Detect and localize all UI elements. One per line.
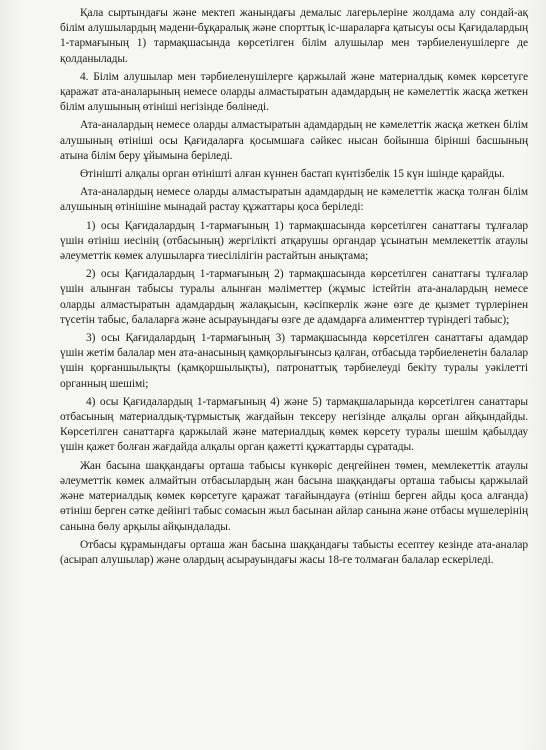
paragraph: Өтінішті алқалы орган өтінішті алған күннен бастап күнтізбелік 15 күн ішінде қарайды.: [80, 168, 505, 181]
paragraph: Ата-аналардың немесе оларды алмастыратын адамдардың не кәмелеттік жасқа толған білім алушының өтінішіне мынадай растау құжаттары қоса беріледі:: [60, 186, 528, 214]
paragraph: Жан басына шаққандағы орташа табысы күнкөріс деңгейінен төмен, мемлекеттік атаулы әлеуметтік көмек алмайтын отбасылардың жан басына шаққандағы орташа табысы қаржылай және материалдық көмек көрсетуге қаражат тағайындауға (өтініш берген айды қоса алғанда) өтініш берген сәтке дейінгі табыс сомасын жыл басынан айлар санына және отбасы мүшелерінің санына бөлу арқылы айқындалады.: [60, 459, 528, 533]
list-item: 1) осы Қағидалардың 1-тармағының 1) тармақшасында көрсетілген санаттағы тұлғалар үшін өтініш иесінің (отбасының) жергілікті атқарушы органдар ұсынатын мемлекеттік атаулы әлеуметтік көмек алушыларға тиесілілігін растайтын анықтама;: [60, 219, 528, 263]
paragraph: 4. Білім алушылар мен тәрбиеленушілерге қаржылай және материалдық көмек көрсетуге қаражат ата-аналарының немесе оларды алмастыратын адамдардың не кәмелеттік жасқа жеткен білім алушының өтініші негізінде бөлінеді.: [60, 70, 528, 114]
paragraph: Ата-аналардың немесе оларды алмастыратын адамдардың не кәмелеттік жасқа жеткен білім алушының өтініші осы Қағидаларға қосымшаға сәйкес нысан бойынша бірінші басшының атына білім беру ұйымына беріледі.: [60, 119, 528, 162]
list-item: 3) осы Қағидалардың 1-тармағының 3) тармақшасында көрсетілген санаттағы адамдар үшін жетім балалар мен ата-анасының қамқорлығынсыз қалған, отбасыда тәрбиеленетін балалар үшін қорғаншылықты (қамқоршылықты), патронаттық тәрбиелеуді бекіту туралы уәкілетті органның шешімі;: [60, 332, 528, 390]
paragraph: Қала сыртындағы және мектеп жанындағы демалыс лагерьлеріне жолдама алу сондай-ақ білім алушылардың мәдени-бұқаралық және спорттық іс-шараларға қатысуы осы Қағидалардың 1-тармағының 1) тармақшасында көрсетілген білім алушылар мен тәрбиеленушілерге де қолданылады.: [60, 7, 528, 65]
list-item: 4) осы Қағидалардың 1-тармағының 4) және 5) тармақшаларында көрсетілген санаттары отбасының материалдық-тұрмыстық жағдайын тексеру негізінде алқалы орган айқындайды. Көрсетілген санаттарға қаржылай және материалдық көмек көрсету туралы шешім қабылдау үшін қажет болған жағдайда алқалы орган қажетті құжаттарды сұратады.: [60, 395, 528, 454]
paragraph: Отбасы құрамындағы орташа жан басына шаққандағы табысты есептеу кезінде ата-аналар (асырап алушылар) және олардың асырауындағы жасы 18-ге толмаған балалар ескеріледі.: [60, 538, 528, 566]
list-item: 2) осы Қағидалардың 1-тармағының 2) тармақшасында көрсетілген санаттағы тұлғалар үшін алынған табысы туралы алынған мәліметтер (жұмыс істейтін ата-аналардың немесе оларды алмастыратын адамдардың жалақысын, кәсіпкерлік және өзге де қызмет түрлерінен түсетін табыс, балаларға және асырауындағы өзге де адамдарға алименттер түріндегі табыс);: [60, 268, 528, 326]
